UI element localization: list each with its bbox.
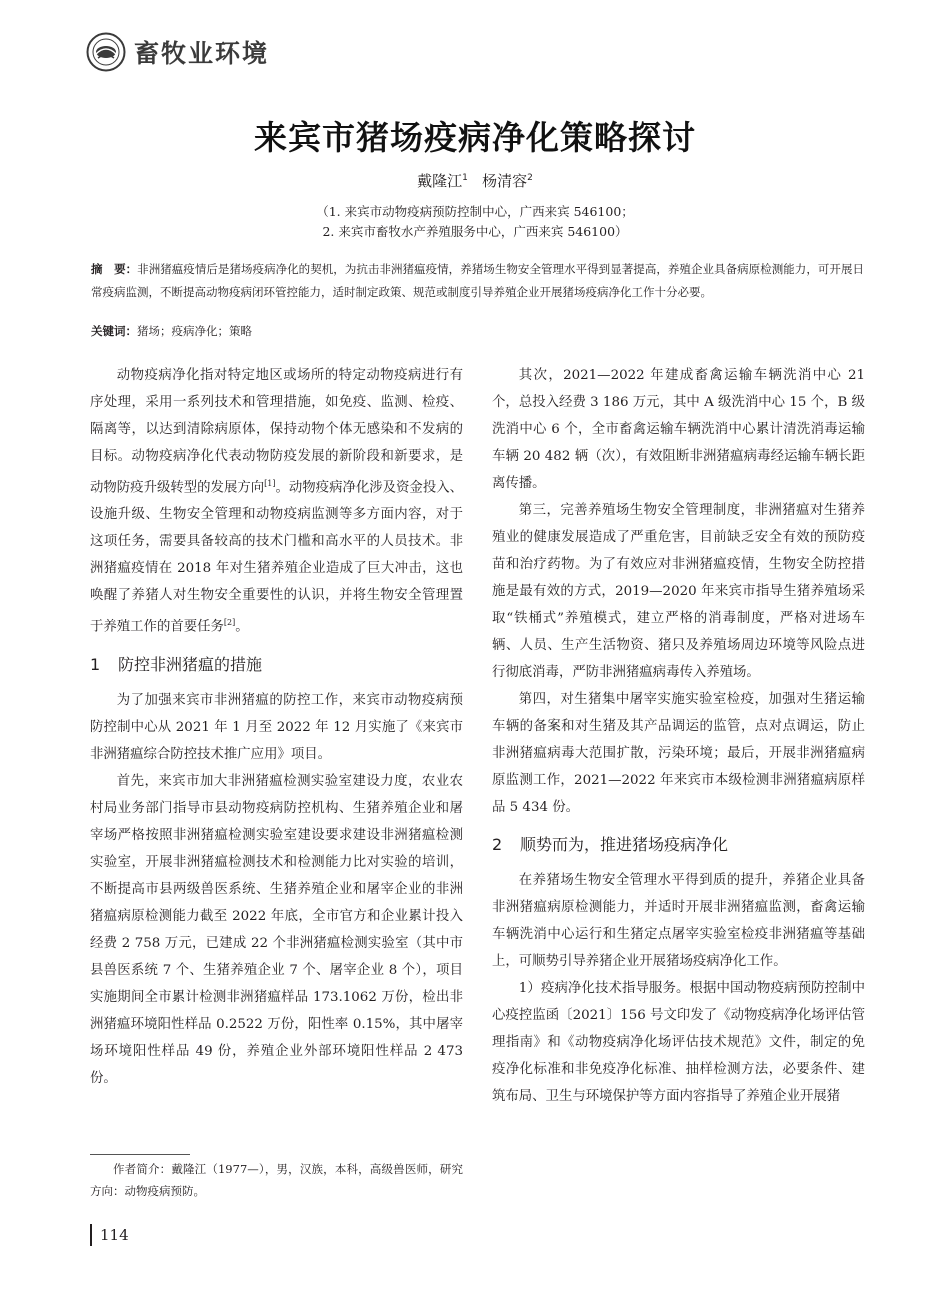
author-name: 戴隆江 [417, 172, 463, 190]
body-paragraph: 1）疫病净化技术指导服务。根据中国动物疫病预防控制中心疫控监函〔2021〕156 号文印发了《动物疫病净化场评估管理指南》和《动物疫病净化场评估技术规范》文件，制定的免疫净化标准和非免疫净化标准、抽样检测方法，必要条件、建筑布局、卫生与环境保护等方面内容指导了养殖企业开展猪 [492, 981, 865, 1104]
journal-seal-logo-icon [86, 32, 126, 72]
body-paragraph: 第四，对生猪集中屠宰实施实验室检疫，加强对生猪运输车辆的备案和对生猪及其产品调运的监管，点对点调运，防止非洲猪瘟病毒大范围扩散，污染环境；最后，开展非洲猪瘟病原监测工作，2021—2022 年来宾市本级检测非洲猪瘟病原样品 5 434 份。 [492, 692, 865, 815]
journal-header [86, 30, 269, 74]
paragraph-text: 动物疫病净化指对特定地区或场所的特定动物疫病进行有序处理，采用一系列技术和管理措施，如免疫、监测、检疫、隔离等，以达到清除病原体，保持动物个体无感染和不发病的目标。动物疫病净化代表动物防疫发展的新阶段和新要求，是动物防疫升级转型的发展方向 [90, 368, 463, 496]
abstract [91, 258, 864, 304]
page-number-bar [90, 1224, 92, 1246]
body-paragraph [90, 362, 463, 641]
keywords-label: 关键词： [91, 324, 137, 338]
citation-ref: [1] [264, 479, 276, 488]
section-title: 防控非洲猪瘟的措施 [118, 654, 263, 674]
page-number: 114 [100, 1226, 129, 1244]
right-column [492, 362, 865, 1110]
abstract-label: 摘 要： [91, 262, 138, 276]
body-paragraph: 其次，2021—2022 年建成畜禽运输车辆洗消中心 21 个，总投入经费 3 186 万元，其中 A 级洗消中心 15 个，B 级洗消中心 6 个，全市畜禽运输车辆洗消中心累计清洗消毒运输车辆 20 482 辆（次），有效阻断非洲猪瘟病毒经运输车辆长距离传播。 [492, 368, 865, 491]
paragraph-text: 。动物疫病净化涉及资金投入、设施升级、生物安全管理和动物疫病监测等多方面内容，对于这项任务，需要具备较高的技术门槛和高水平的人员技术。非洲猪瘟疫情在 2018 年对生猪养殖企业造成了巨大冲击，这也唤醒了养猪人对生物安全重要性的认识，并将生物安全管理置于养殖工作的首要任务 [90, 480, 464, 635]
author-name: 杨清容 [482, 172, 528, 190]
keywords-text: 猪场；疫病净化；策略 [137, 324, 252, 338]
journal-name: 畜牧业环境 [134, 39, 270, 68]
section-heading [492, 831, 865, 859]
paper-title: 来宾市猪场疫病净化策略探讨 [254, 118, 696, 157]
author-footnote: 作者简介：戴隆江（1977—），男，汉族，本科，高级兽医师，研究方向：动物疫病预防。 [90, 1162, 463, 1198]
abstract-text: 非洲猪瘟疫情后是猪场疫病净化的契机，为抗击非洲猪瘟疫情，养猪场生物安全管理水平得到显著提高，养殖企业具备病原检测能力，可开展日常疫病监测，不断提高动物疫病闭环管控能力，适时制定政策、规范或制度引导养殖企业开展猪场疫病净化工作十分必要。 [91, 262, 864, 299]
left-column [90, 362, 463, 1092]
section-number: 2 [492, 835, 503, 854]
body-paragraph: 第三，完善养殖场生物安全管理制度，非洲猪瘟对生猪养殖业的健康发展造成了严重危害，目前缺乏安全有效的预防疫苗和治疗药物。为了有效应对非洲猪瘟疫情，生物安全防控措施是最有效的方式，2019—2020 年来宾市指导生猪养殖场采取“铁桶式”养殖模式，建立严格的消毒制度，严格对进场车辆、人员、生产生活物资、猪只及养殖场周边环境等风险点进行彻底消毒，严防非洲猪瘟病毒传入养殖场。 [492, 503, 865, 680]
affiliation: （1. 来宾市动物疫病预防控制中心，广西来宾 546100； [316, 204, 634, 219]
body-paragraph: 首先，来宾市加大非洲猪瘟检测实验室建设力度，农业农村局业务部门指导市县动物疫病防控机构、生猪养殖企业和屠宰场严格按照非洲猪瘟检测实验室建设要求建设非洲猪瘟检测实验室，开展非洲猪瘟检测技术和检测能力比对实验的培训，不断提高市县两级兽医系统、生猪养殖企业和屠宰企业的非洲猪瘟病原检测能力截至 2022 年底，全市官方和企业累计投入经费 2 758 万元，已建成 22 个非洲猪瘟检测实验室（其中市县兽医系统 7 个、生猪养殖企业 7 个、屠宰企业 8 个），项目实施期间全市累计检测非洲猪瘟样品 173.1062 万份，检出非洲猪瘟环境阳性样品 0.2522 万份，阳性率 0.15%，其中屠宰场环境阳性样品 49 份，养殖企业外部环境阳性样品 2 473 份。 [90, 773, 463, 1086]
paragraph-text: 。 [235, 619, 249, 635]
section-title: 顺势而为，推进猪场疫病净化 [520, 835, 729, 854]
affiliation: 2. 来宾市畜牧水产养殖服务中心，广西来宾 546100） [322, 224, 628, 239]
keywords [91, 321, 864, 341]
author-affiliation-mark: 2 [527, 173, 533, 183]
section-heading [90, 651, 463, 679]
author-line [0, 170, 950, 191]
footnote-divider [90, 1154, 190, 1155]
section-number: 1 [90, 654, 101, 674]
citation-ref: [2] [223, 618, 236, 628]
author-affiliation-mark: 1 [462, 173, 468, 183]
body-paragraph: 在养猪场生物安全管理水平得到质的提升，养猪企业具备非洲猪瘟病原检测能力，并适时开展非洲猪瘟监测，畜禽运输车辆洗消中心运行和生猪定点屠宰实验室检疫非洲猪瘟等基础上，可顺势引导养猪企业开展猪场疫病净化工作。 [492, 873, 865, 969]
body-paragraph: 为了加强来宾市非洲猪瘟的防控工作，来宾市动物疫病预防控制中心从 2021 年 1 月至 2022 年 12 月实施了《来宾市非洲猪瘟综合防控技术推广应用》项目。 [90, 692, 463, 762]
